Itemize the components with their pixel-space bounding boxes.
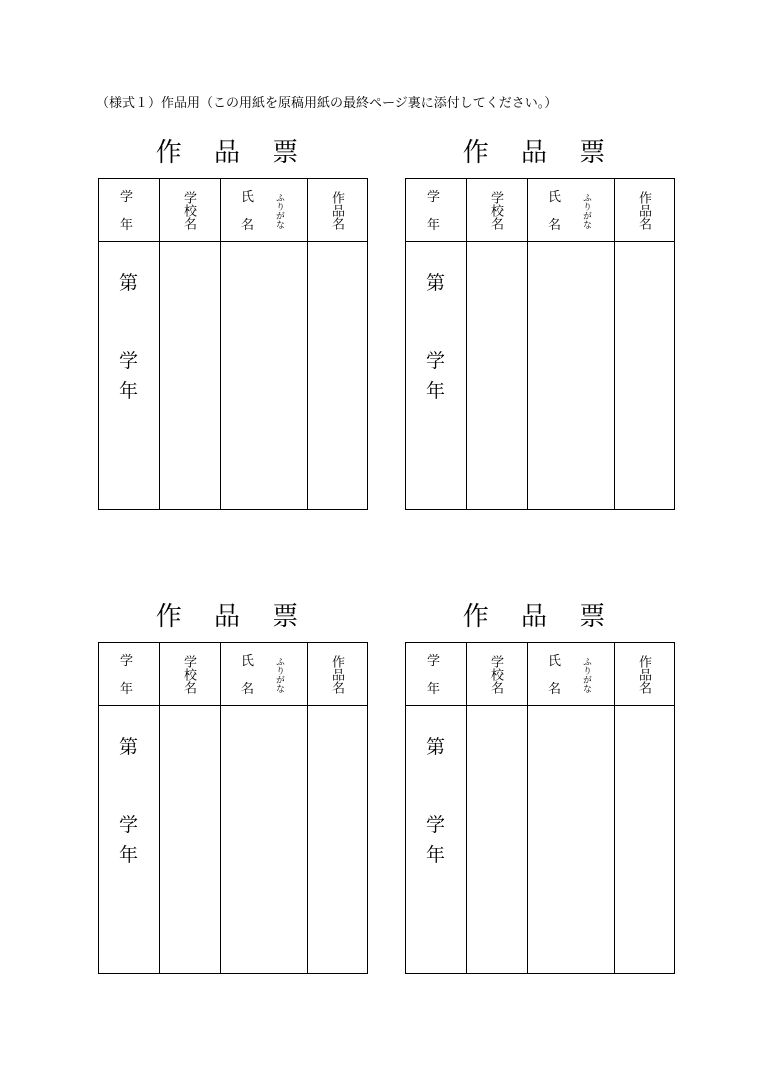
header-school-name: 学校名 xyxy=(488,191,503,230)
header-work-title: 作品名 xyxy=(329,655,344,694)
header-furigana: ふりがな xyxy=(581,657,591,693)
header-furigana: ふりがな xyxy=(274,657,284,693)
header-grade-top: 学 xyxy=(120,190,134,205)
grade-gaku: 学 xyxy=(119,350,139,372)
card-table xyxy=(405,178,675,510)
header-work-title: 作品名 xyxy=(329,191,344,230)
header-name-bottom: 名 xyxy=(241,218,255,233)
card-title: 作 品 票 xyxy=(462,138,618,168)
grade-dai: 第 xyxy=(426,736,446,758)
grade-nen: 年 xyxy=(119,380,139,402)
card-title: 作 品 票 xyxy=(155,602,311,632)
grade-gaku: 学 xyxy=(426,350,446,372)
header-school-name: 学校名 xyxy=(181,191,196,230)
grade-nen: 年 xyxy=(426,844,446,866)
header-name-bottom: 名 xyxy=(548,218,562,233)
header-school-name: 学校名 xyxy=(488,655,503,694)
header-name-bottom: 名 xyxy=(241,682,255,697)
card-table xyxy=(98,178,368,510)
header-name-top: 氏 xyxy=(241,654,255,669)
header-grade-bottom: 年 xyxy=(120,218,134,233)
header-name-bottom: 名 xyxy=(548,682,562,697)
header-name-top: 氏 xyxy=(548,190,562,205)
grade-nen: 年 xyxy=(119,844,139,866)
grade-gaku: 学 xyxy=(426,814,446,836)
card-title: 作 品 票 xyxy=(462,602,618,632)
header-school-name: 学校名 xyxy=(181,655,196,694)
card-table xyxy=(405,642,675,974)
grade-dai: 第 xyxy=(426,272,446,294)
form-header-note: （様式１）作品用（この用紙を原稿用紙の最終ページ裏に添付してください。） xyxy=(96,96,558,111)
header-grade-bottom: 年 xyxy=(120,682,134,697)
header-name-top: 氏 xyxy=(548,654,562,669)
header-grade-bottom: 年 xyxy=(427,682,441,697)
header-grade-top: 学 xyxy=(120,654,134,669)
grade-gaku: 学 xyxy=(119,814,139,836)
grade-dai: 第 xyxy=(119,272,139,294)
header-furigana: ふりがな xyxy=(581,193,591,229)
card-table xyxy=(98,642,368,974)
header-grade-bottom: 年 xyxy=(427,218,441,233)
header-work-title: 作品名 xyxy=(636,191,651,230)
header-name-top: 氏 xyxy=(241,190,255,205)
header-grade-top: 学 xyxy=(427,190,441,205)
card-title: 作 品 票 xyxy=(155,138,311,168)
header-furigana: ふりがな xyxy=(274,193,284,229)
grade-nen: 年 xyxy=(426,380,446,402)
header-grade-top: 学 xyxy=(427,654,441,669)
header-work-title: 作品名 xyxy=(636,655,651,694)
grade-dai: 第 xyxy=(119,736,139,758)
